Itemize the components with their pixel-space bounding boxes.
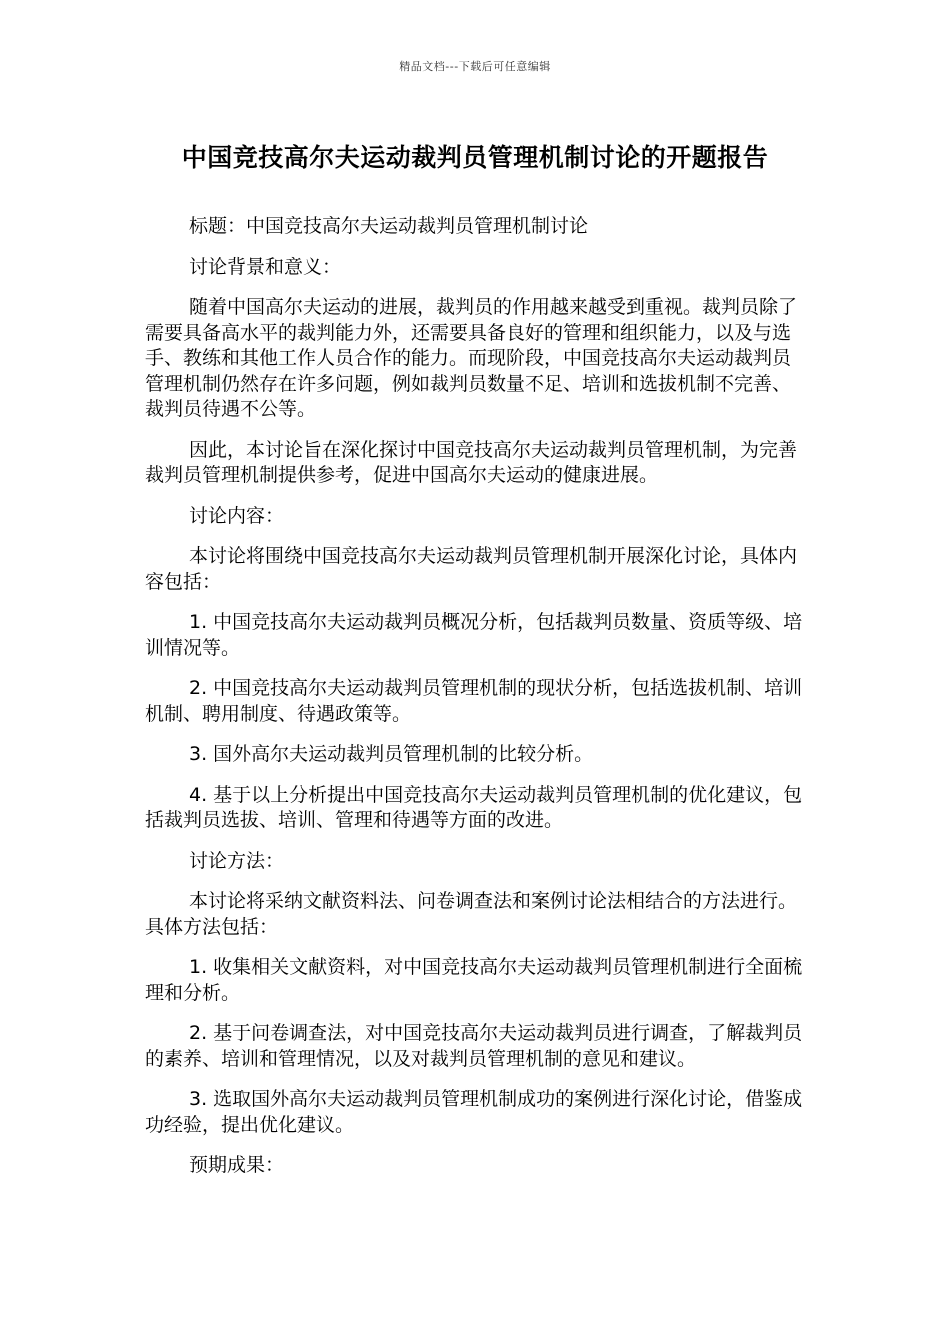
paragraph-background: 随着中国高尔夫运动的进展，裁判员的作用越来越受到重视。裁判员除了需要具备高水平的裁判能力外，还需要具备良好的管理和组织能力，以及与选手、教练和其他工作人员合作的能力。而现阶段，中国竞技高尔夫运动裁判员管理机制仍然存在许多问题，例如裁判员数量不足、培训和选拔机制不完善、裁判员待遇不公等。 [145,296,798,420]
list-item-content: 4. 基于以上分析提出中国竞技高尔夫运动裁判员管理机制的优化建议，包括裁判员选拔、培训、管理和待遇等方面的改进。 [145,783,803,831]
list-item-method: 1. 收集相关文献资料，对中国竞技高尔夫运动裁判员管理机制进行全面梳理和分析。 [145,956,803,1004]
heading-content: 讨论内容： [189,504,285,527]
heading-background: 讨论背景和意义： [189,255,342,278]
list-item-content: 2. 中国竞技高尔夫运动裁判员管理机制的现状分析，包括选拔机制、培训机制、聘用制度、待遇政策等。 [145,677,803,725]
list-item-content: 3. 国外高尔夫运动裁判员管理机制的比较分析。 [189,743,594,765]
document-title: 中国竞技高尔夫运动裁判员管理机制讨论的开题报告 [181,143,769,172]
paragraph-purpose: 因此，本讨论旨在深化探讨中国竞技高尔夫运动裁判员管理机制，为完善裁判员管理机制提供参考，促进中国高尔夫运动的健康进展。 [145,438,798,486]
heading-expected-results: 预期成果： [189,1154,285,1176]
page-header-note: 精品文档---下载后可任意编辑 [399,60,551,73]
paragraph-content-intro: 本讨论将围绕中国竞技高尔夫运动裁判员管理机制开展深化讨论，具体内容包括： [145,545,798,593]
document-body [145,214,807,1194]
list-item-method: 2. 基于问卷调查法，对中国竞技高尔夫运动裁判员进行调查，了解裁判员的素养、培训和管理情况，以及对裁判员管理机制的意见和建议。 [145,1022,803,1070]
paragraph-subject: 标题：中国竞技高尔夫运动裁判员管理机制讨论 [189,215,589,237]
list-item-content: 1. 中国竞技高尔夫运动裁判员概况分析，包括裁判员数量、资质等级、培训情况等。 [145,611,803,659]
heading-method: 讨论方法： [189,849,285,872]
list-item-method: 3. 选取国外高尔夫运动裁判员管理机制成功的案例进行深化讨论，借鉴成功经验，提出优化建议。 [145,1088,803,1136]
paragraph-method-intro: 本讨论将采纳文献资料法、问卷调查法和案例讨论法相结合的方法进行。具体方法包括： [145,890,798,938]
